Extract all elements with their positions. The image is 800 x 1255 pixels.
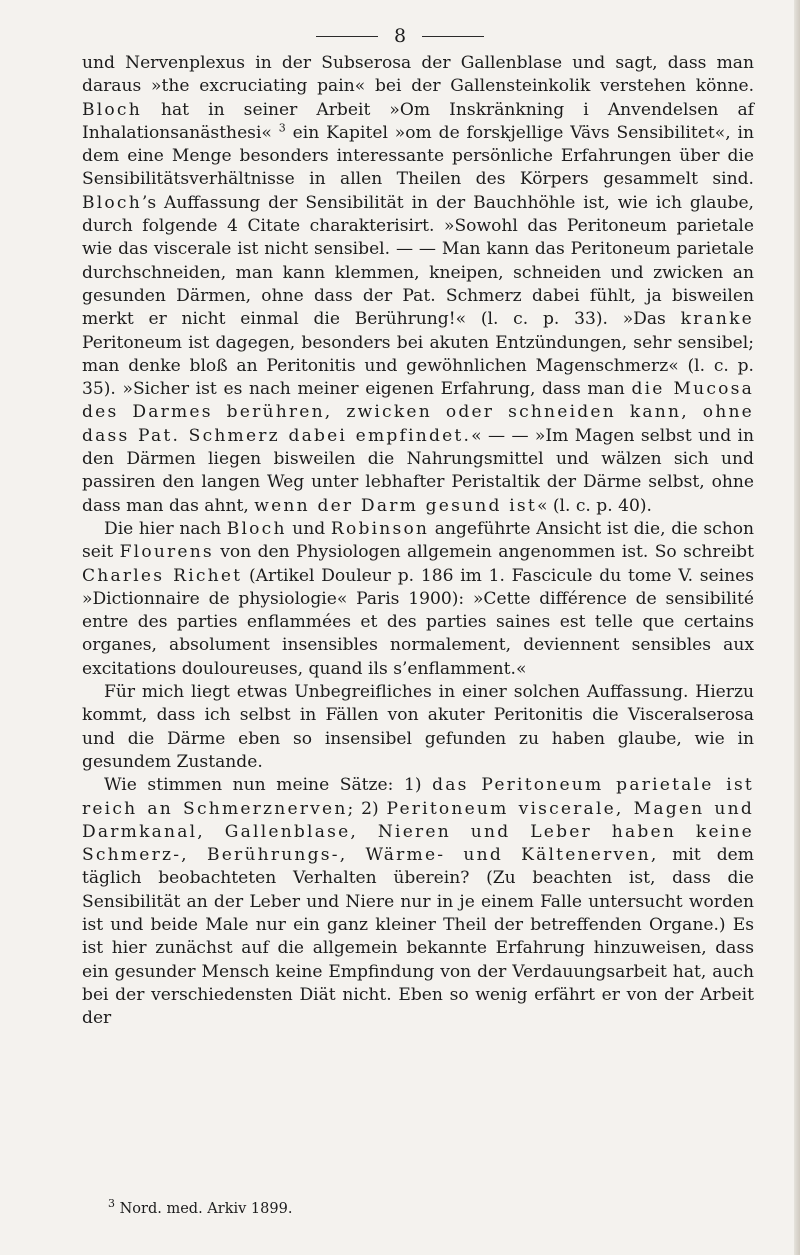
text-run: (Artikel Douleur p. 186 im 1. Fascicule du tome V. seines »Dictionnaire de physiologie« Paris 1900): »Cette différence de sensibilité entre des parties enflammées et des parties saines est telle que certains organes, absolument insensibles normalement, deviennent sensibles aux excitations douloureuses, quand ils s’enflamment.« [82, 565, 754, 679]
text-run: von den Physiologen allgemein angenommen ist. So schreibt [213, 542, 754, 563]
header-rule-right [422, 36, 484, 37]
spaced-emphasis-text: kranke [680, 309, 754, 330]
spaced-emphasis-text: die Mucosa des Darmes berühren, zwicken oder schneiden kann, ohne dass Pat. Schmerz dabei empfindet. [82, 379, 754, 446]
spaced-emphasis-text: Peritoneum viscerale, Magen und Darmkanal, Gallenblase, Nieren und Leber haben keine Schmerz-, Berührungs-, Wärme- und Kältenerven [82, 798, 754, 866]
spaced-emphasis-text: Bloch [226, 518, 287, 539]
text-run: und Nervenplexus in der Subserosa der Gallenblase und sagt, dass man daraus »the excruciating pain« bei der Gallensteinkolik verstehen könne. [82, 53, 754, 97]
spaced-emphasis-text: Bloch [82, 99, 142, 120]
text-run: ein Kapitel »om de forskjellige Vävs Sensibilitet«, in dem eine Menge besonders interessante persönliche Erfahrungen über die Sensibilitätsverhältnisse in allen Theilen des Körpers gesammelt sind. [82, 122, 754, 190]
spaced-emphasis-text: Bloch [82, 192, 142, 213]
spaced-emphasis-text: Robinson [330, 518, 430, 539]
paragraph [82, 681, 754, 774]
text-run: ; 2) [347, 798, 387, 819]
text-run: Peritoneum ist dagegen, besonders bei akuten Entzündungen, sehr sensibel; man denke bloß an Peritonitis und gewöhnlichen Magenschmerz« (l. c. p. 35). »Sicher ist es nach meiner eigenen Erfahrung, dass man [82, 332, 754, 400]
footnote-text: Nord. med. Arkiv 1899. [119, 1201, 293, 1217]
footnote [108, 1199, 748, 1219]
footnote-reference: 3 [278, 121, 286, 135]
spaced-emphasis-text: das Peritoneum parietale ist reich an Schmerznerven [82, 775, 754, 819]
text-run: und [286, 518, 331, 539]
text-run: , mit dem täglich beobachteten Verhalten überein? (Zu beachten ist, dass die Sensibilität an der Leber und Niere nur in je einem Falle untersucht worden ist und beide Male nur ein ganz kleiner Theil der betreffenden Organe.) Es ist hier zunächst auf die allgemein bekannte Erfahrung hinzuweisen, dass ein gesunder Mensch keine Empfindung von der Verdauungsarbeit hat, auch bei der verschiedensten Diät nicht. Eben so wenig erfährt er von der Arbeit der [82, 845, 754, 1029]
spaced-emphasis-text: Flourens [119, 542, 214, 563]
text-run: Für mich liegt etwas Unbegreifliches in einer solchen Auffassung. Hierzu kommt, dass ich selbst in Fällen von akuter Peritonitis die Visceralserosa und die Därme eben so insensibel gefunden zu haben glaube, wie in gesundem Zustande. [82, 682, 754, 772]
paragraph [82, 518, 754, 681]
page-header [0, 22, 800, 50]
page-edge-shadow [794, 0, 800, 1255]
text-run: Wie stimmen nun meine Sätze: 1) [104, 775, 433, 796]
spaced-emphasis-text: wenn der Darm gesund ist [254, 495, 537, 516]
text-run: Die hier nach [104, 518, 227, 539]
text-run: « (l. c. p. 40). [536, 495, 652, 516]
footnote-marker: 3 [108, 1197, 115, 1211]
text-run: « — — »Im Magen selbst und in den Därmen liegen bisweilen die Nahrungsmittel und wälzen sich und passiren den langen Weg unter lebhafter Peristaltik der Därme selbst, ohne dass man das ahnt, [82, 425, 754, 516]
text-run: ’s Auffassung der Sensibilität in der Bauchhöhle ist, wie ich glaube, durch folgende 4 Citate charakterisirt. »Sowohl das Peritoneum parietale wie das viscerale ist nicht sensibel. — — Man kann das Peritoneum parietale durchschneiden, man kann klemmen, kneipen, schneiden und zwicken an gesunden Därmen, ohne dass der Pat. Schmerz dabei fühlt, ja bisweilen merkt er nicht einmal die Berührung!« (l. c. p. 33). »Das [82, 192, 754, 330]
spaced-emphasis-text: Charles Richet [82, 565, 243, 586]
header-rule-left [316, 36, 378, 37]
text-run: angeführte Ansicht ist die, die schon seit [82, 518, 755, 563]
paragraph [82, 52, 754, 518]
page-number: 8 [393, 25, 407, 47]
body-text [82, 52, 754, 1030]
paragraph [82, 774, 754, 1030]
text-run: hat in seiner Arbeit »Om Inskränkning i Anvendelsen af Inhalationsanästhesi« [82, 99, 754, 143]
